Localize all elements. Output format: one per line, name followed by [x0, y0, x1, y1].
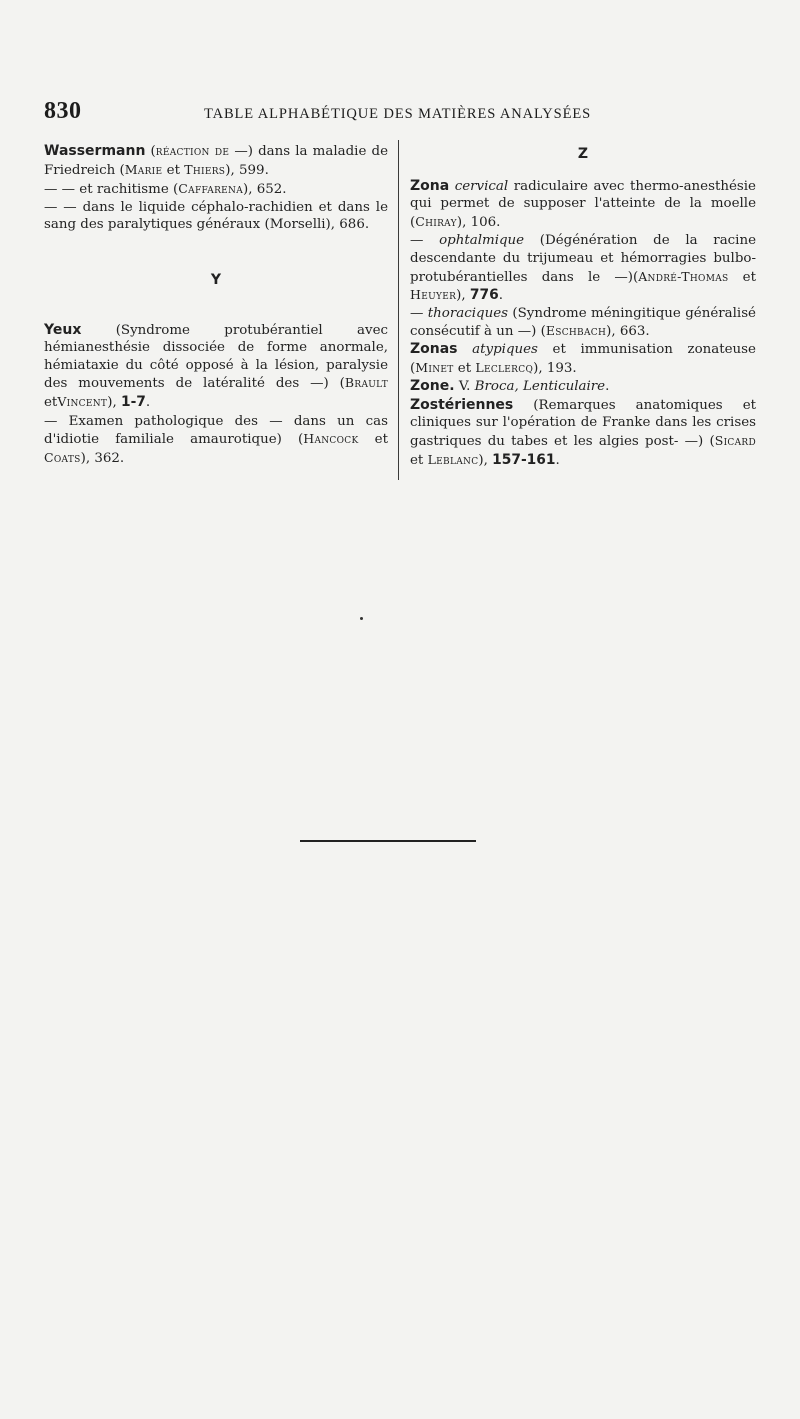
entry-text: — — dans le liquide céphalo-rachidien et dans le sang des paralytiques généraux (Morselli), 686.	[44, 199, 388, 233]
entry-text: —) dans la maladie de Friedreich (	[44, 144, 388, 178]
entry-text: et	[162, 162, 185, 178]
author-name: Chiray	[415, 213, 457, 229]
entry-text: ), 652.	[243, 182, 287, 198]
page-number: 830	[44, 98, 82, 124]
author-name: Eschbach	[545, 323, 607, 339]
author-name: Hancock	[303, 431, 359, 447]
entry-text: .	[145, 394, 151, 410]
sub-entry	[44, 180, 388, 199]
right-column	[410, 142, 756, 470]
page-header	[44, 98, 592, 124]
italic-text: Broca, Lenticulaire	[474, 379, 606, 395]
italic-text: cervical	[454, 178, 509, 194]
entry-text: et immunisation zonateuse (	[410, 341, 756, 376]
author-name: Minet	[415, 359, 454, 375]
headword: Zostériennes	[410, 396, 514, 413]
entry-text: ),	[456, 288, 470, 304]
index-entry-zosteriennes	[410, 397, 756, 469]
entry-text: —	[410, 305, 428, 321]
entry-text: radiculaire avec thermo-anesthésie qui permet de supposer l'atteinte de la moelle (	[410, 178, 756, 230]
entry-text: .	[605, 379, 610, 395]
index-entry-yeux	[44, 322, 388, 412]
running-title: TABLE ALPHABÉTIQUE DES MATIÈRES ANALYSÉES	[204, 106, 592, 122]
page-reference: 157-161	[492, 451, 556, 468]
author-name: André-Thomas	[638, 268, 729, 284]
end-rule	[300, 840, 476, 842]
italic-text: atypiques	[472, 341, 538, 357]
entry-text: —	[410, 233, 440, 249]
author-name: Brault	[344, 375, 388, 391]
headword: Zone.	[410, 378, 455, 395]
author-name: Marie	[124, 161, 163, 177]
author-name: Leclercq	[475, 359, 534, 375]
entry-text: (Remarques anatomiques et cliniques sur l'opération de Franke dans les crises gastriques du tabes et les algies post- —) (	[410, 397, 756, 449]
left-column	[44, 142, 388, 467]
author-name: Caffarena	[178, 181, 243, 197]
entry-text: (Syndrome méningitique généralisé consécutif à un —) (	[410, 305, 756, 340]
entry-text: (Dégénération de la racine descendante du trijumeau et hémorragies bulbo-protubérantielles dans le —)(	[410, 233, 757, 285]
entry-text: et	[453, 360, 476, 376]
entry-text: ), 106.	[456, 214, 501, 230]
sub-entry	[44, 413, 388, 468]
author-name: Heuyer	[410, 287, 457, 303]
italic-text: thoraciques	[427, 305, 509, 321]
small-caps-text: réaction de	[155, 143, 230, 158]
section-letter-y: Y	[210, 271, 222, 288]
entry-text: (	[145, 144, 156, 159]
entry-text: et	[728, 269, 756, 285]
headword: Wassermann	[44, 143, 146, 159]
author-name: Sicard	[714, 432, 756, 448]
entry-text: ),	[107, 394, 121, 410]
index-entry-zona	[410, 178, 756, 232]
page-reference: 1-7	[120, 393, 146, 410]
entry-text: (Syndrome protubérantiel avec hémianesthésie dissociée de forme anormale, hémiataxie du côté opposé à la lésion, paralysie des mouvements de latéralité des —) (	[44, 322, 388, 392]
sub-entry	[44, 199, 388, 234]
sub-entry	[410, 232, 756, 304]
entry-text: ), 193.	[533, 360, 577, 376]
author-name: Leblanc	[427, 451, 479, 467]
index-entry-zone	[410, 378, 756, 396]
entry-text: .	[555, 452, 560, 468]
entry-text: — Examen pathologique des — dans un cas d'idiotie familiale amaurotique) (	[44, 413, 388, 448]
author-name: Coats	[44, 449, 81, 465]
sub-entry	[410, 305, 756, 341]
headword: Zonas	[410, 340, 458, 357]
entry-text: ), 599.	[225, 162, 269, 178]
print-mark	[360, 617, 363, 620]
author-name: Vincent	[57, 393, 108, 409]
author-name: Thiers	[184, 161, 226, 177]
italic-text: ophtalmique	[439, 233, 525, 249]
entry-text: ), 362.	[80, 450, 125, 466]
entry-text: et	[44, 394, 58, 410]
section-letter-z: Z	[577, 146, 589, 162]
entry-text: — — et rachitisme (	[44, 182, 179, 198]
headword: Zona	[410, 177, 450, 194]
entry-text: V.	[454, 379, 475, 395]
entry-text: et	[410, 452, 428, 468]
entry-text: et	[358, 432, 388, 448]
entry-text: ),	[478, 452, 493, 468]
entry-text: ), 663.	[606, 324, 650, 340]
entry-text: .	[498, 288, 503, 304]
index-entry-wassermann	[44, 142, 388, 179]
index-entry-zonas	[410, 341, 756, 377]
headword: Yeux	[44, 321, 82, 338]
column-divider	[398, 140, 399, 480]
page-reference: 776	[469, 287, 499, 304]
